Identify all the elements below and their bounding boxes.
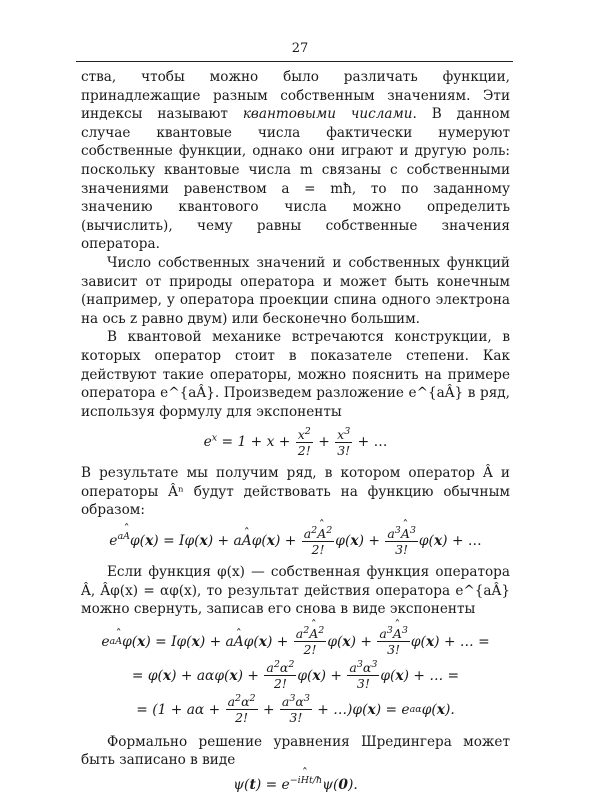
operator-series-formula: $e^{aA}\varphi(x) = I\varphi(x)$ + aˆ Aφ(x) + $\frac{a^2ˆ A^2}{2!}$ φ(x) + $\frac{a^3ˆ A^3}{3!}$ φ(x) + …	[81, 526, 510, 557]
paragraph-1	[81, 68, 510, 254]
eigen-line-3: = (1 + aα + $\frac{a^2\alpha^2}{2!}$ + $\frac{a^3\alpha^3}{3!}$ + …)φ( x ) = e aα φ( x ).	[136, 693, 455, 726]
paragraph-2: Число собственных значений и собственных функций зависит от природы оператора и может быть конечным (например, у оператора проекции спина одного электрона на ось z равно двум) или бесконечно большим.	[81, 254, 510, 327]
exp-series-formula: $e^x = 1 + x$ + $\frac{x^2}{2!}$ + $\frac{x^3}{3!}$ + …	[203, 426, 388, 459]
paragraph-1-text-b: . В данном случае квантовые числа фактически нумеруют собственные функции, однако они играют и другую роль: поскольку квантовые числа m связаны с собственными значениями равенством a = mħ, то по заданному значению квантового числа можно определить (вычислить), чему равны собственные значения оператора.	[81, 106, 511, 253]
page-body	[81, 68, 510, 801]
schrodinger-solution-formula: $\psi(t) = e^{-iHt/ħ}\psi(0)$.	[233, 775, 358, 794]
paragraph-1-text-a: ства, чтобы можно было различать функции, принадлежащие разным собственным значениям. Эти индексы называют	[81, 69, 510, 123]
eigen-derivation	[81, 625, 510, 727]
paragraph-6: Формально решение уравнения Шредингера может быть записано в виде	[81, 733, 510, 769]
paragraph-5: Если функция φ(x) — собственная функция оператора Â, Âφ(x) = αφ(x), то результат действия оператора e^{aÂ} можно свернуть, записав его снова в виде экспоненты	[81, 564, 510, 618]
eigen-line-2: = φ( x ) + aαφ( x ) + $\frac{a^2\alpha^2}{2!}$ φ( x ) + $\frac{a^3\alpha^3}{3!}$ φ( x ) + … =	[131, 659, 460, 692]
page-number: 27	[291, 41, 309, 56]
paragraph-3: В квантовой механике встречаются конструкции, в которых оператор стоит в показателе степени. Как действуют такие операторы, можно пояснить на примере оператора e^{aÂ}. Произведем разложение e^{aÂ} в ряд, используя формулу для экспоненты	[81, 329, 510, 420]
eigen-line-1: e aA φ( x ) = Iφ( x ) + a ˆ A φ( x ) + $\frac{a^2ˆ A^2}{2!}$ φ( x ) + $\frac{a^3ˆ A^3}{3!}$ φ( x ) + … =	[81, 625, 510, 659]
header-rule	[76, 61, 513, 62]
paragraph-4: В результате мы получим ряд, в котором оператор Â и операторы Âⁿ будут действовать на функцию обычным образом:	[81, 465, 510, 519]
quantum-numbers-term: квантовыми числами	[242, 106, 413, 123]
